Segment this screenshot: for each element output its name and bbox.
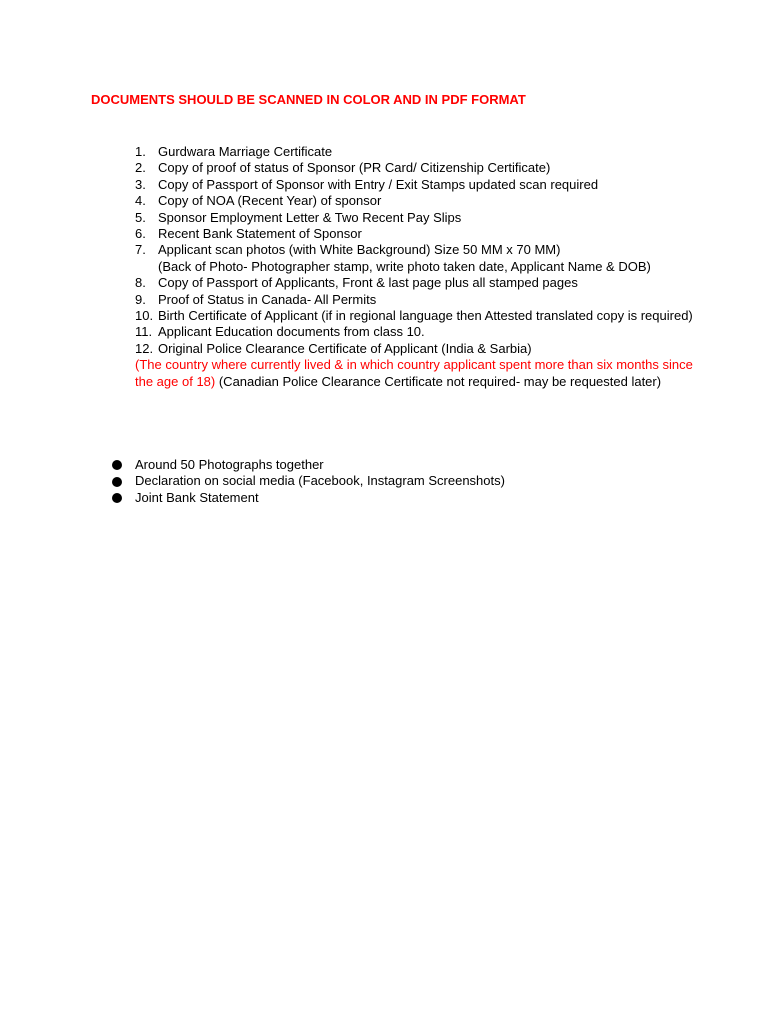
item-number: 3. xyxy=(135,176,146,192)
bullet-dot-icon xyxy=(112,460,122,470)
item-number: 1. xyxy=(135,144,146,159)
bullet-text: Joint Bank Statement xyxy=(135,489,259,505)
bullet-item xyxy=(112,490,505,506)
item-number: 2. xyxy=(135,160,146,176)
item-text: Copy of Passport of Applicants, Front & last page plus all stamped pages xyxy=(158,275,578,291)
list-item xyxy=(135,324,695,340)
item-number: 12. xyxy=(135,340,154,356)
bullet-item xyxy=(112,473,505,489)
item-number: 9. xyxy=(135,291,146,307)
list-item xyxy=(135,242,695,275)
item-number: 5. xyxy=(135,209,146,225)
bullet-dot-icon xyxy=(112,493,122,503)
required-documents-list xyxy=(135,144,695,390)
item-text: Copy of Passport of Sponsor with Entry / Exit Stamps updated scan required xyxy=(158,176,599,192)
additional-documents-list xyxy=(112,457,505,506)
item-number: 7. xyxy=(135,242,146,258)
item-number: 6. xyxy=(135,226,146,242)
list-item xyxy=(135,144,695,160)
police-note-text xyxy=(135,357,695,390)
bullet-text: Declaration on social media (Facebook, Instagram Screenshots) xyxy=(135,473,505,489)
police-note-red: (The country where currently lived & in which country applicant spent more than six months since the age of 18) xyxy=(135,357,693,389)
list-item xyxy=(135,226,695,242)
item-text: Copy of NOA (Recent Year) of sponsor xyxy=(158,193,382,209)
list-item xyxy=(135,210,695,226)
list-item xyxy=(135,308,695,324)
list-item xyxy=(135,292,695,308)
item-text: Original Police Clearance Certificate of Applicant (India & Sarbia) xyxy=(158,340,532,356)
item-text: Applicant scan photos (with White Background) Size 50 MM x 70 MM) xyxy=(158,242,561,258)
police-note-black: (Canadian Police Clearance Certificate not required- may be requested later) xyxy=(215,373,662,389)
list-item xyxy=(135,193,695,209)
item-subtext: (Back of Photo- Photographer stamp, write photo taken date, Applicant Name & DOB) xyxy=(158,258,651,274)
item-text: Sponsor Employment Letter & Two Recent Pay Slips xyxy=(158,209,462,225)
police-note xyxy=(135,357,695,390)
list-item xyxy=(135,275,695,291)
item-text: Proof of Status in Canada- All Permits xyxy=(158,291,377,307)
item-number: 10. xyxy=(135,308,154,324)
list-item xyxy=(135,177,695,193)
item-text-block xyxy=(158,242,695,275)
item-text: Applicant Education documents from class 10. xyxy=(158,324,425,340)
item-number: 11. xyxy=(135,324,153,340)
item-text: Gurdwara Marriage Certificate xyxy=(158,144,333,159)
item-number: 4. xyxy=(135,193,146,209)
item-text: Birth Certificate of Applicant (if in regional language then Attested translated copy is required) xyxy=(158,308,693,324)
item-number: 8. xyxy=(135,275,146,291)
list-item xyxy=(135,160,695,176)
item-text: Recent Bank Statement of Sponsor xyxy=(158,226,362,242)
bullet-text: Around 50 Photographs together xyxy=(135,457,324,472)
item-text: Copy of proof of status of Sponsor (PR Card/ Citizenship Certificate) xyxy=(158,160,551,176)
page-heading: DOCUMENTS SHOULD BE SCANNED IN COLOR AND IN PDF FORMAT xyxy=(91,92,526,107)
bullet-dot-icon xyxy=(112,477,122,487)
bullet-item xyxy=(112,457,505,473)
list-item xyxy=(135,341,695,357)
